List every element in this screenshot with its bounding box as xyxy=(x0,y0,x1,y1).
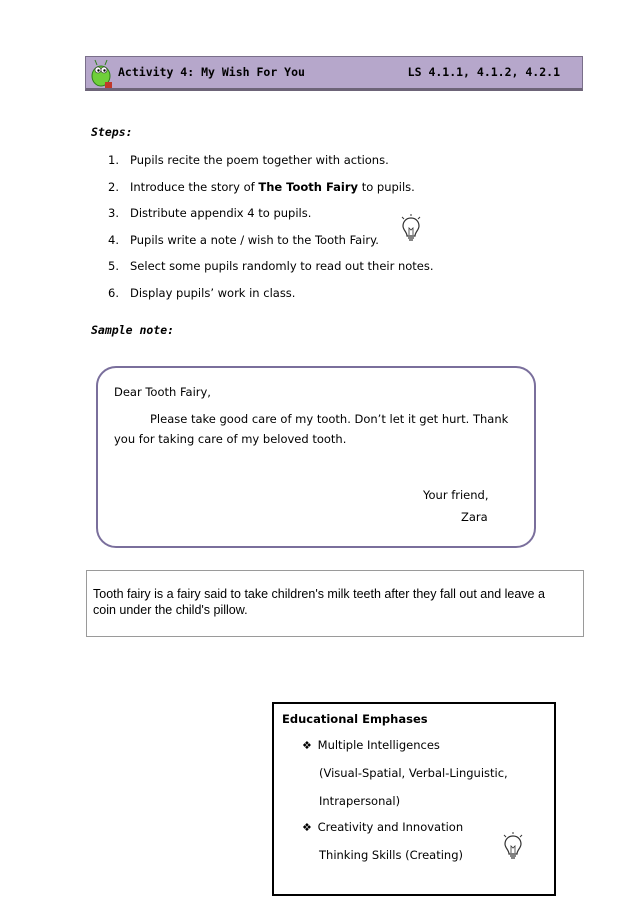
educational-emphases-box xyxy=(272,702,556,896)
activity-title: Activity 4: My Wish For You xyxy=(118,65,305,79)
steps-list xyxy=(108,147,548,306)
fact-line1: Tooth fairy is a fairy said to take children's milk teeth after they fall out and leave a xyxy=(93,587,545,601)
list-item: 5. Select some pupils randomly to read out their notes. xyxy=(108,259,434,273)
list-item: 2. Introduce the story of The Tooth Fairy to pupils. xyxy=(108,179,415,194)
list-item: 3. Distribute appendix 4 to pupils. xyxy=(108,206,312,220)
emphasis-item-multiple-intelligences: ❖ Multiple Intelligences xyxy=(302,738,440,752)
lightbulb-icon xyxy=(502,832,524,860)
emphasis-subtext-2: Intrapersonal) xyxy=(319,794,401,808)
activity-header xyxy=(85,56,583,91)
emphasis-subtext-1: (Visual-Spatial, Verbal-Linguistic, xyxy=(319,766,508,780)
note-closing: Your friend, xyxy=(423,488,489,502)
note-body-line1: Please take good care of my tooth. Don’t let it get hurt. Thank xyxy=(150,412,509,426)
sample-note-label: Sample note: xyxy=(91,323,175,337)
green-creature-icon xyxy=(88,59,114,89)
fact-line2: coin under the child's pillow. xyxy=(93,603,248,617)
note-signature: Zara xyxy=(461,510,488,524)
emphasis-item-creativity: ❖ Creativity and Innovation xyxy=(302,820,464,834)
note-greeting: Dear Tooth Fairy, xyxy=(114,385,211,399)
tooth-fairy-fact-box xyxy=(86,570,584,637)
steps-label: Steps: xyxy=(91,125,133,139)
learning-standards-code: LS 4.1.1, 4.1.2, 4.2.1 xyxy=(407,65,560,79)
list-item: 4. Pupils write a note / wish to the Tooth Fairy. xyxy=(108,232,379,247)
sample-note-box xyxy=(96,366,536,548)
emphases-title: Educational Emphases xyxy=(282,712,428,726)
diamond-bullet-icon: ❖ xyxy=(302,739,312,752)
diamond-bullet-icon: ❖ xyxy=(302,821,312,834)
note-body-line2: you for taking care of my beloved tooth. xyxy=(114,432,347,446)
emphasis-subtext-3: Thinking Skills (Creating) xyxy=(319,848,463,862)
lightbulb-icon xyxy=(400,214,422,242)
list-item: 1. Pupils recite the poem together with actions. xyxy=(108,153,389,167)
list-item: 6. Display pupils’ work in class. xyxy=(108,285,296,300)
